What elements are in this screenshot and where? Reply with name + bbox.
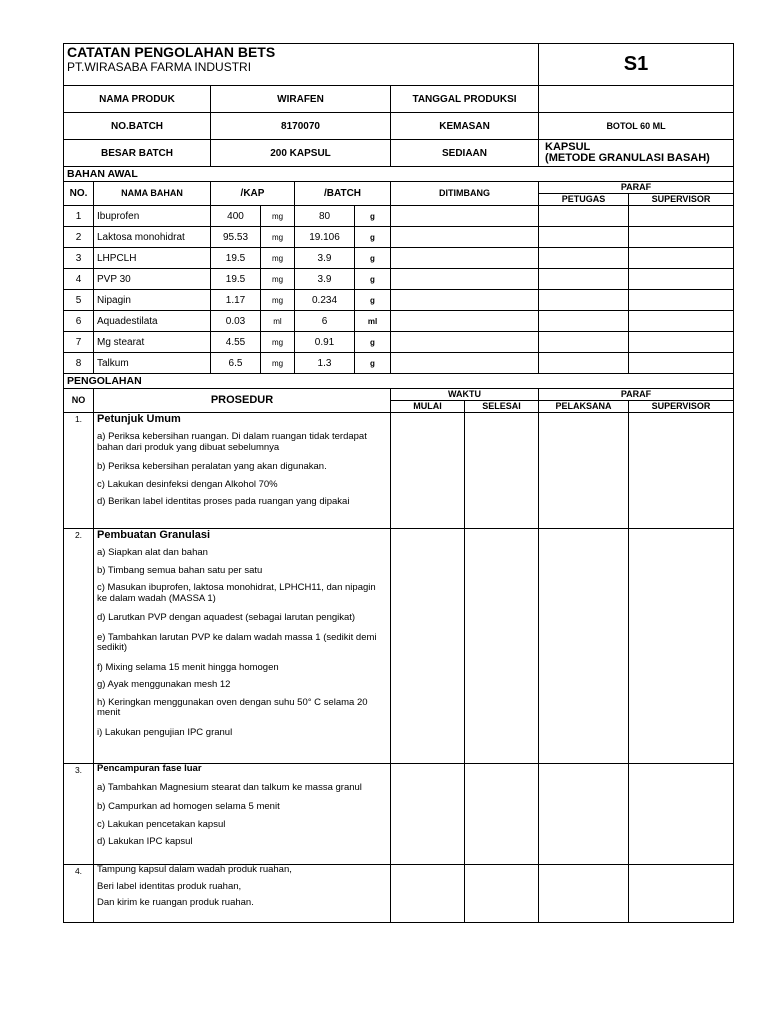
material-batch: 3.9: [295, 248, 355, 269]
company-name: PT.WIRASABA FARMA INDUSTRI: [67, 60, 252, 74]
material-no: 7: [64, 332, 94, 353]
label-no-batch: NO.BATCH: [64, 113, 211, 140]
procedure-selesai[interactable]: [465, 413, 539, 529]
material-batch: 80: [295, 206, 355, 227]
material-no: 2: [64, 227, 94, 248]
document-title: CATATAN PENGOLAHAN BETS: [67, 44, 276, 60]
value-sediaan-line1: KAPSUL: [545, 141, 591, 153]
value-sediaan-line2: (METODE GRANULASI BASAH): [545, 152, 710, 164]
material-kap-unit: mg: [261, 206, 295, 227]
procedure-step: i) Lakukan pengujian IPC granul: [97, 726, 233, 738]
procedure-step: Tampung kapsul dalam wadah produk ruahan,: [97, 864, 292, 875]
material-batch: 1.3: [295, 353, 355, 374]
procedure-step: f) Mixing selama 15 menit hingga homogen: [97, 661, 279, 673]
procedure-step: a) Periksa kebersihan ruangan. Di dalam ruangan tidak terdapat bahan dari produk yang dibuat sebelumnya: [97, 431, 367, 453]
material-kap: 400: [211, 206, 261, 227]
procedure-step: Beri label identitas produk ruahan,: [97, 880, 242, 892]
label-kemasan: KEMASAN: [391, 113, 539, 140]
procedure-step: b) Timbang semua bahan satu per satu: [97, 564, 263, 576]
procedure-row: [64, 865, 734, 923]
material-paraf-petugas[interactable]: [539, 353, 629, 374]
value-kemasan: BOTOL 60 ML: [539, 113, 734, 140]
procedure-step: Dan kirim ke ruangan produk ruahan.: [97, 897, 254, 908]
material-batch-unit: g: [355, 353, 391, 374]
material-paraf-supervisor[interactable]: [629, 227, 734, 248]
material-no: 1: [64, 206, 94, 227]
material-row: [64, 248, 734, 269]
col-selesai: SELESAI: [465, 401, 539, 413]
material-row: [64, 353, 734, 374]
material-ditimbang[interactable]: [391, 311, 539, 332]
material-ditimbang[interactable]: [391, 353, 539, 374]
col-proc-supervisor: SUPERVISOR: [629, 401, 734, 413]
material-kap-unit: mg: [261, 248, 295, 269]
pengolahan-table: [63, 373, 734, 923]
procedure-step: a) Siapkan alat dan bahan: [97, 547, 208, 558]
procedure-mulai[interactable]: [391, 764, 465, 865]
material-paraf-petugas[interactable]: [539, 227, 629, 248]
procedure-supervisor[interactable]: [629, 529, 734, 764]
material-name: Laktosa monohidrat: [94, 227, 211, 248]
procedure-step: h) Keringkan menggunakan oven dengan suhu 50° C selama 20 menit: [97, 696, 368, 718]
material-batch-unit: g: [355, 290, 391, 311]
material-paraf-supervisor[interactable]: [629, 311, 734, 332]
bahan-awal-table: [63, 166, 734, 374]
header-row-batch: [64, 113, 734, 140]
procedure-step: e) Tambahkan larutan PVP ke dalam wadah massa 1 (sedikit demi sedikit): [97, 631, 377, 653]
material-paraf-supervisor[interactable]: [629, 206, 734, 227]
material-row: [64, 227, 734, 248]
material-kap-unit: mg: [261, 269, 295, 290]
material-ditimbang[interactable]: [391, 248, 539, 269]
col-pelaksana: PELAKSANA: [539, 401, 629, 413]
procedure-supervisor[interactable]: [629, 865, 734, 923]
material-kap-unit: ml: [261, 311, 295, 332]
material-paraf-petugas[interactable]: [539, 290, 629, 311]
material-kap: 4.55: [211, 332, 261, 353]
procedure-pelaksana[interactable]: [539, 764, 629, 865]
section-pengolahan: PENGOLAHAN: [64, 374, 734, 389]
material-no: 8: [64, 353, 94, 374]
document-code: S1: [539, 44, 734, 86]
procedure-step: b) Campurkan ad homogen selama 5 menit: [97, 801, 280, 812]
col-paraf: PARAF: [539, 182, 734, 194]
material-kap: 6.5: [211, 353, 261, 374]
material-name: LHPCLH: [94, 248, 211, 269]
label-besar-batch: BESAR BATCH: [64, 140, 211, 167]
material-no: 4: [64, 269, 94, 290]
header-table: [63, 43, 734, 167]
material-batch: 6: [295, 311, 355, 332]
header-row-product: [64, 86, 734, 113]
col-proc-no: NO: [64, 389, 94, 413]
section-bahan-awal: BAHAN AWAL: [64, 167, 734, 182]
material-batch-unit: g: [355, 227, 391, 248]
material-paraf-petugas[interactable]: [539, 332, 629, 353]
material-name: Nipagin: [94, 290, 211, 311]
material-ditimbang[interactable]: [391, 332, 539, 353]
procedure-step: d) Lakukan IPC kapsul: [97, 836, 193, 847]
procedure-steps: [94, 529, 391, 764]
material-kap: 95.53: [211, 227, 261, 248]
material-batch-unit: g: [355, 332, 391, 353]
header-row-size: [64, 140, 734, 167]
procedure-pelaksana[interactable]: [539, 865, 629, 923]
procedure-steps: [94, 764, 391, 865]
procedure-pelaksana[interactable]: [539, 529, 629, 764]
material-row: [64, 206, 734, 227]
material-name: Talkum: [94, 353, 211, 374]
procedure-row: [64, 413, 734, 529]
procedure-selesai[interactable]: [465, 764, 539, 865]
procedure-step: c) Lakukan desinfeksi dengan Alkohol 70%: [97, 478, 278, 490]
material-batch-unit: g: [355, 206, 391, 227]
material-paraf-petugas[interactable]: [539, 248, 629, 269]
bahan-rows: [64, 206, 734, 374]
col-proc-paraf: PARAF: [539, 389, 734, 401]
material-batch: 0.91: [295, 332, 355, 353]
material-batch-unit: g: [355, 269, 391, 290]
material-kap: 19.5: [211, 269, 261, 290]
procedure-selesai[interactable]: [465, 529, 539, 764]
material-batch: 3.9: [295, 269, 355, 290]
procedure-row: [64, 529, 734, 764]
procedure-supervisor[interactable]: [629, 764, 734, 865]
material-row: [64, 290, 734, 311]
label-tanggal-produksi: TANGGAL PRODUKSI: [391, 86, 539, 113]
material-paraf-petugas[interactable]: [539, 206, 629, 227]
value-tanggal-produksi[interactable]: [539, 86, 734, 113]
material-kap-unit: mg: [261, 290, 295, 311]
procedure-rows: [64, 413, 734, 923]
material-kap: 0.03: [211, 311, 261, 332]
procedure-title: Pencampuran fase luar: [97, 763, 202, 774]
procedure-no: 3.: [64, 764, 94, 865]
material-ditimbang[interactable]: [391, 206, 539, 227]
procedure-no: 1.: [64, 413, 94, 529]
procedure-mulai[interactable]: [391, 529, 465, 764]
col-batch: /BATCH: [295, 182, 391, 206]
procedure-step: g) Ayak menggunakan mesh 12: [97, 679, 231, 690]
material-paraf-supervisor[interactable]: [629, 269, 734, 290]
batch-record-sheet: [63, 43, 733, 923]
material-ditimbang[interactable]: [391, 290, 539, 311]
procedure-step: d) Larutkan PVP dengan aquadest (sebagai larutan pengikat): [97, 612, 356, 623]
material-row: [64, 332, 734, 353]
col-nama-bahan: NAMA BAHAN: [94, 182, 211, 206]
material-batch-unit: g: [355, 248, 391, 269]
material-no: 6: [64, 311, 94, 332]
procedure-title: Petunjuk Umum: [97, 413, 181, 425]
material-paraf-petugas[interactable]: [539, 269, 629, 290]
material-name: PVP 30: [94, 269, 211, 290]
material-ditimbang[interactable]: [391, 227, 539, 248]
procedure-step: c) Lakukan pencetakan kapsul: [97, 818, 226, 830]
procedure-supervisor[interactable]: [629, 413, 734, 529]
material-kap-unit: mg: [261, 353, 295, 374]
material-paraf-supervisor[interactable]: [629, 353, 734, 374]
col-prosedur: PROSEDUR: [94, 389, 391, 413]
material-paraf-supervisor[interactable]: [629, 248, 734, 269]
col-supervisor: SUPERVISOR: [629, 194, 734, 206]
procedure-steps: [94, 413, 391, 529]
material-name: Mg stearat: [94, 332, 211, 353]
material-name: Ibuprofen: [94, 206, 211, 227]
material-batch-unit: ml: [355, 311, 391, 332]
value-sediaan: [539, 140, 734, 167]
col-ditimbang: DITIMBANG: [391, 182, 539, 206]
procedure-no: 2.: [64, 529, 94, 764]
procedure-steps: [94, 865, 391, 923]
material-kap: 19.5: [211, 248, 261, 269]
procedure-step: c) Masukan ibuprofen, laktosa monohidrat, LPHCH11, dan nipagin ke dalam wadah (MASSA 1): [97, 582, 376, 604]
procedure-pelaksana[interactable]: [539, 413, 629, 529]
col-mulai: MULAI: [391, 401, 465, 413]
procedure-step: a) Tambahkan Magnesium stearat dan talkum ke massa granul: [97, 781, 362, 793]
material-batch: 0.234: [295, 290, 355, 311]
label-sediaan: SEDIAAN: [391, 140, 539, 167]
procedure-mulai[interactable]: [391, 413, 465, 529]
col-waktu: WAKTU: [391, 389, 539, 401]
material-row: [64, 269, 734, 290]
procedure-selesai[interactable]: [465, 865, 539, 923]
label-nama-produk: NAMA PRODUK: [64, 86, 211, 113]
material-batch: 19.106: [295, 227, 355, 248]
col-petugas: PETUGAS: [539, 194, 629, 206]
col-kap: /KAP: [211, 182, 295, 206]
material-name: Aquadestilata: [94, 311, 211, 332]
material-paraf-petugas[interactable]: [539, 311, 629, 332]
material-no: 5: [64, 290, 94, 311]
procedure-step: d) Berikan label identitas proses pada ruangan yang dipakai: [97, 496, 350, 507]
procedure-mulai[interactable]: [391, 865, 465, 923]
material-kap-unit: mg: [261, 227, 295, 248]
procedure-no: 4.: [64, 865, 94, 923]
procedure-title: Pembuatan Granulasi: [97, 529, 211, 541]
material-kap-unit: mg: [261, 332, 295, 353]
material-kap: 1.17: [211, 290, 261, 311]
material-no: 3: [64, 248, 94, 269]
col-no: NO.: [64, 182, 94, 206]
procedure-row: [64, 764, 734, 865]
value-besar-batch: 200 KAPSUL: [211, 140, 391, 167]
procedure-step: b) Periksa kebersihan peralatan yang akan digunakan.: [97, 461, 327, 472]
material-ditimbang[interactable]: [391, 269, 539, 290]
material-row: [64, 311, 734, 332]
value-nama-produk: WIRAFEN: [211, 86, 391, 113]
title-cell: [64, 44, 539, 86]
material-paraf-supervisor[interactable]: [629, 332, 734, 353]
value-no-batch: 8170070: [211, 113, 391, 140]
material-paraf-supervisor[interactable]: [629, 290, 734, 311]
